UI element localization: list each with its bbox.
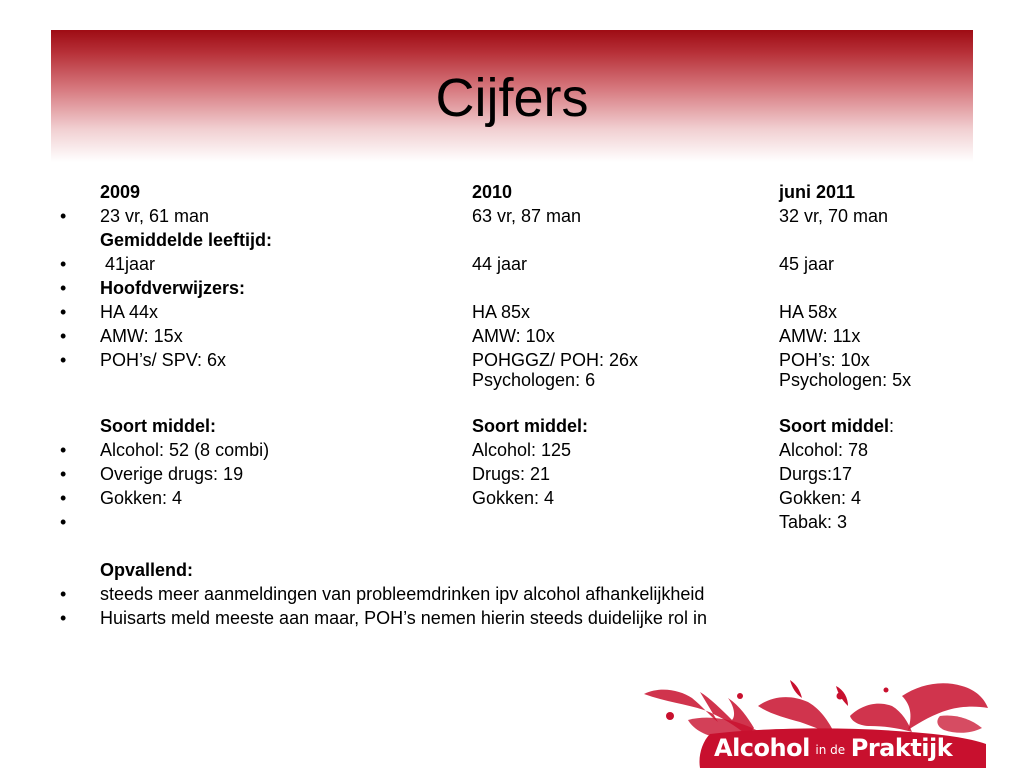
bullet: • [60,326,67,346]
list-item-notable-2 [0,606,1024,630]
slide-title: Cijfers [435,68,589,128]
cell-2010: POHGGZ/ POH: 26x [472,350,639,370]
cell-2009: Gokken: 4 [100,488,183,508]
list-item-tobacco [0,510,1024,534]
cell-2011: POH’s: 10x [779,350,870,370]
list-item-referrers-heading [0,276,1024,300]
cell-2009: Alcohol: 52 (8 combi) [100,440,270,460]
list-item-age [0,252,1024,276]
cell-2010: Psychologen: 6 [472,370,596,390]
list-item-alcohol [0,438,1024,462]
list-item-amw [0,324,1024,348]
list-item-drugs [0,462,1024,486]
heading-average-age: Gemiddelde leeftijd: [100,230,273,250]
bullet: • [60,302,67,322]
cell-2009: HA 44x [100,302,159,322]
bullet: • [60,584,67,604]
cell-2011: Gokken: 4 [779,488,862,508]
year-2009-header: 2009 [100,182,141,202]
cell-2010: Gokken: 4 [472,488,555,508]
heading-notable: Opvallend: [100,560,194,580]
logo-word-praktijk: Praktijk [850,734,953,762]
cell-2009: 23 vr, 61 man [100,206,210,226]
notable-text: steeds meer aanmeldingen van probleemdrinken ipv alcohol afhankelijkheid [100,584,705,604]
list-item-psychologists [0,368,1024,392]
cell-2011: AMW: 11x [779,326,861,346]
logo-word-alcohol: Alcohol [714,734,810,762]
bullet: • [60,350,67,370]
cell-2010: HA 85x [472,302,531,322]
list-item-notable-1 [0,582,1024,606]
cell-2011: 45 jaar [779,254,835,274]
cell-2011: Alcohol: 78 [779,440,869,460]
section-heading-notable [0,558,1024,582]
bullet: • [60,464,67,484]
bullet: • [60,206,67,226]
year-2011-header: juni 2011 [779,182,856,202]
cell-2011: Tabak: 3 [779,512,848,532]
bullet: • [60,488,67,508]
heading-substance-2011 [779,414,894,438]
cell-2011: Durgs:17 [779,464,853,484]
section-heading-substance [0,414,1024,438]
cell-2009: POH’s/ SPV: 6x [100,350,227,370]
alcohol-in-de-praktijk-logo [640,676,990,768]
heading-main-referrers: Hoofdverwijzers: [100,278,246,298]
heading-substance-2011-bold: Soort middel [779,416,890,436]
cell-2011: HA 58x [779,302,838,322]
heading-substance-2010: Soort middel: [472,416,588,436]
cell-2009: AMW: 15x [100,326,183,346]
cell-2010: AMW: 10x [472,326,555,346]
year-2010-header: 2010 [472,182,513,202]
cell-2010: Alcohol: 125 [472,440,572,460]
bullet: • [60,254,67,274]
heading-substance-2011-colon: : [889,416,895,436]
bullet: • [60,278,67,298]
cell-2011: 32 vr, 70 man [779,206,889,226]
notable-text: Huisarts meld meeste aan maar, POH’s nemen hierin steeds duidelijke rol in [100,608,707,628]
section-heading-age [0,228,1024,252]
cell-2010: 44 jaar [472,254,528,274]
bullet: • [60,440,67,460]
list-item-ha [0,300,1024,324]
bullet: • [60,512,67,532]
logo-word-in-de: in de [815,743,846,757]
cell-2009: Overige drugs: 19 [100,464,244,484]
heading-substance-2009: Soort middel: [100,416,216,436]
cell-2010: 63 vr, 87 man [472,206,582,226]
row-years [0,180,1024,204]
bullet: • [60,608,67,628]
logo-text [714,734,952,768]
cell-2011: Psychologen: 5x [779,370,912,390]
list-item-gender [0,204,1024,228]
list-item-gambling [0,486,1024,510]
cell-2009: 41jaar [100,254,156,274]
cell-2010: Drugs: 21 [472,464,551,484]
